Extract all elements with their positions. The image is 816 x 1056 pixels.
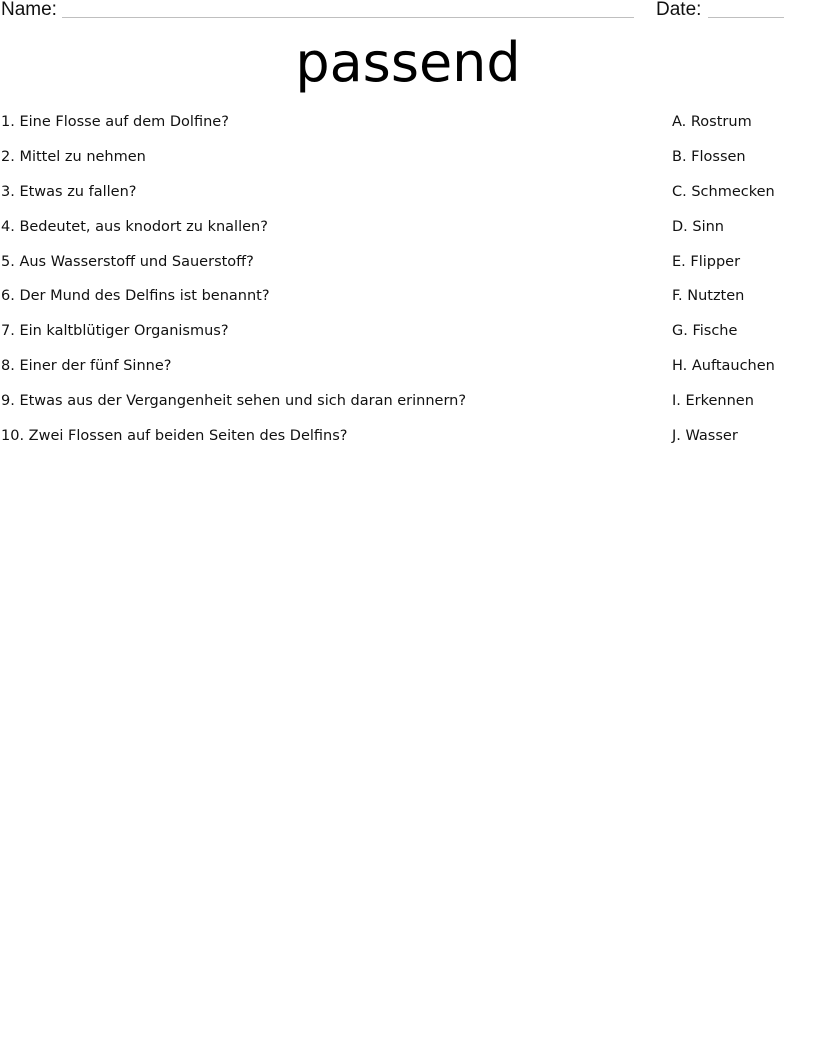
answer-item: G. Fische <box>672 323 738 340</box>
name-label: Name: <box>1 0 57 20</box>
answer-item: A. Rostrum <box>672 114 752 130</box>
answer-item: F. Nutzten <box>672 288 745 305</box>
name-field[interactable] <box>62 17 634 18</box>
question-item: 1. Eine Flosse auf dem Dolfine? <box>1 114 229 130</box>
answer-item: B. Flossen <box>672 148 746 165</box>
answer-item: D. Sinn <box>672 218 724 235</box>
page-title: passend <box>295 31 521 94</box>
question-item: 7. Ein kaltblütiger Organismus? <box>1 323 229 340</box>
worksheet-header <box>0 0 816 24</box>
answer-item: J. Wasser <box>672 428 738 445</box>
question-list <box>1 112 466 461</box>
answer-item: I. Erkennen <box>672 393 754 410</box>
answer-item: H. Auftauchen <box>672 358 775 375</box>
question-item: 8. Einer der fünf Sinne? <box>1 358 172 375</box>
question-item: 9. Etwas aus der Vergangenheit sehen und sich daran erinnern? <box>1 393 467 410</box>
question-item: 5. Aus Wasserstoff und Sauerstoff? <box>1 253 254 270</box>
question-item: 2. Mittel zu nehmen <box>1 148 146 165</box>
question-item: 10. Zwei Flossen auf beiden Seiten des Delfins? <box>1 428 348 445</box>
question-item: 3. Etwas zu fallen? <box>1 183 137 200</box>
date-field[interactable] <box>708 17 784 18</box>
answer-item: C. Schmecken <box>672 183 775 200</box>
answer-list <box>672 112 775 461</box>
date-label: Date: <box>656 0 702 20</box>
question-item: 6. Der Mund des Delfins ist benannt? <box>1 288 270 305</box>
question-item: 4. Bedeutet, aus knodort zu knallen? <box>1 218 268 235</box>
answer-item: E. Flipper <box>672 253 741 270</box>
